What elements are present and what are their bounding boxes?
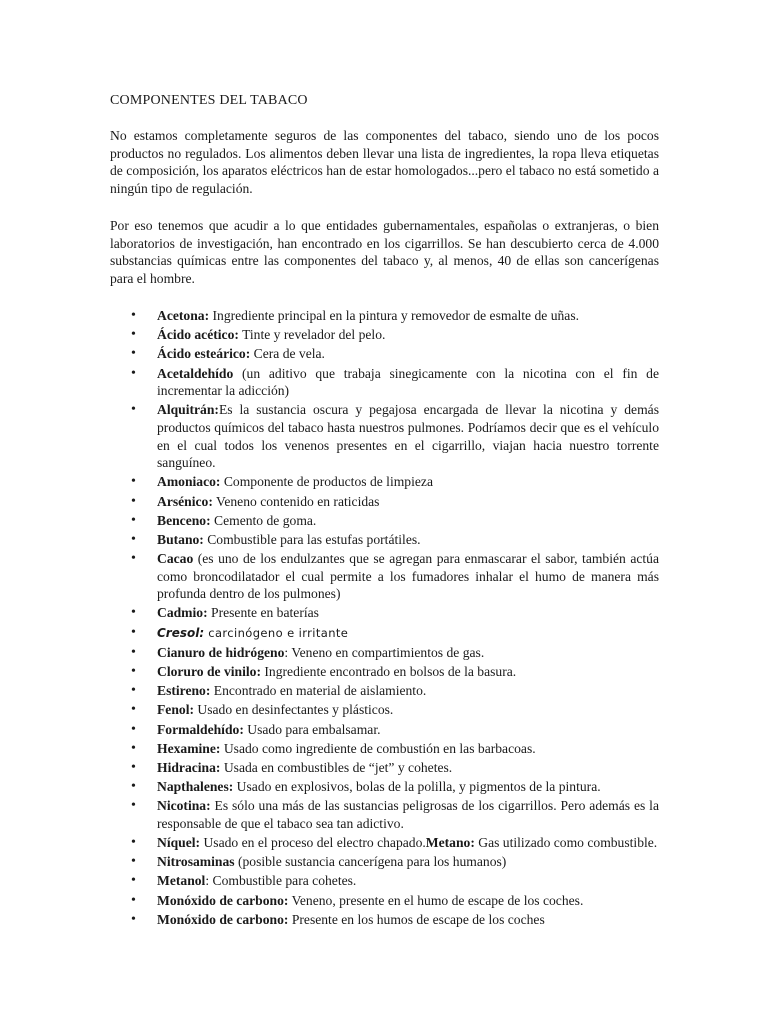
component-term: Cresol: bbox=[157, 625, 205, 640]
bullet-icon: • bbox=[131, 493, 136, 509]
component-description: Combustible para las estufas portátiles. bbox=[203, 531, 421, 547]
component-description: Veneno, presente en el humo de escape de los coches. bbox=[288, 892, 584, 908]
list-item bbox=[110, 911, 659, 929]
component-description: Ingrediente principal en la pintura y removedor de esmalte de uñas. bbox=[209, 308, 580, 323]
component-description: Cera de vela. bbox=[250, 346, 325, 362]
component-term: Alquitrán: bbox=[157, 402, 219, 418]
list-item bbox=[110, 834, 659, 852]
component-description: Es la sustancia oscura y pegajosa encargada de llevar la nicotina y demás productos químicos del tabaco hasta nuestros pulmones. Podríamos decir que es el vehículo en el cual todos los venenos presentes en el cigarrillo, viajan hacia nuestro torrente sanguíneo. bbox=[157, 402, 659, 471]
list-item bbox=[110, 682, 659, 700]
list-item bbox=[110, 493, 659, 511]
list-item bbox=[110, 892, 659, 910]
bullet-icon: • bbox=[131, 779, 136, 795]
component-term: Níquel: bbox=[157, 835, 201, 851]
component-description: Usado en explosivos, bolas de la polilla, y pigmentos de la pintura. bbox=[233, 779, 601, 795]
component-description: (posible sustancia cancerígena para los humanos) bbox=[234, 854, 507, 870]
component-description: Veneno contenido en raticidas bbox=[212, 493, 380, 509]
component-description: Usado en desinfectantes y plásticos. bbox=[194, 702, 394, 718]
component-term: Ácido esteárico: bbox=[157, 346, 251, 362]
list-item bbox=[110, 473, 659, 491]
component-term: Nitrosaminas bbox=[157, 854, 235, 870]
component-term: Acetona: bbox=[157, 308, 210, 323]
component-description: Tinte y revelador del pelo. bbox=[238, 327, 386, 343]
component-term: Cacao bbox=[157, 551, 194, 567]
component-description: Usado para embalsamar. bbox=[243, 721, 381, 737]
component-term: Formaldehído: bbox=[157, 721, 244, 737]
list-item bbox=[110, 701, 659, 719]
component-term: Ácido acético: bbox=[157, 327, 239, 343]
bullet-icon: • bbox=[131, 327, 136, 343]
bullet-icon: • bbox=[131, 664, 136, 679]
component-term: Acetaldehído bbox=[157, 365, 234, 381]
component-term: Monóxido de carbono: bbox=[157, 911, 289, 927]
list-item bbox=[110, 531, 659, 549]
list-item bbox=[110, 345, 659, 363]
list-item bbox=[110, 740, 659, 758]
bullet-icon: • bbox=[131, 474, 136, 490]
component-term: Arsénico: bbox=[157, 493, 213, 509]
component-term: Nicotina: bbox=[157, 798, 211, 814]
component-term: Napthalenes: bbox=[157, 779, 234, 795]
component-description: Encontrado en material de aislamiento. bbox=[210, 683, 427, 699]
second-paragraph: Por eso tenemos que acudir a lo que entidades gubernamentales, españolas o extranjeras, o bien laboratorios de investigación, han encontrado en los cigarrillos. Se han descubierto cerca de 4.000 substancias químicas entre las componentes del tabaco y, al menos, 40 de ellas son cancerígenas para el hombre. bbox=[110, 218, 659, 286]
component-description: (es uno de los endulzantes que se agregan para enmascarar el sabor, también actúa como broncodilatador el cual permite a los fumadores inhalar el humo de manera más profunda dentro de los pulmones) bbox=[157, 551, 659, 602]
component-term: Hexamine: bbox=[157, 740, 221, 756]
component-term: Metano: bbox=[425, 835, 475, 851]
bullet-icon: • bbox=[131, 759, 136, 775]
bullet-icon: • bbox=[131, 702, 136, 718]
list-item bbox=[110, 853, 659, 871]
component-description: Usado como ingrediente de combustión en las barbacoas. bbox=[220, 740, 536, 756]
bullet-icon: • bbox=[131, 892, 136, 908]
list-item bbox=[110, 326, 659, 344]
bullet-icon: • bbox=[131, 740, 136, 756]
list-item bbox=[110, 604, 659, 622]
list-item bbox=[110, 512, 659, 530]
component-term: Butano: bbox=[157, 531, 204, 547]
bullet-icon: • bbox=[131, 798, 136, 814]
component-term: Cianuro de hidrógeno bbox=[157, 644, 285, 660]
list-item bbox=[110, 624, 659, 643]
components-list bbox=[110, 307, 659, 930]
list-item bbox=[110, 401, 659, 471]
bullet-icon: • bbox=[131, 402, 136, 418]
list-item bbox=[110, 872, 659, 890]
document-title: COMPONENTES DEL TABACO bbox=[110, 93, 308, 108]
component-description: Ingrediente encontrado en bolsos de la basura. bbox=[260, 664, 517, 679]
bullet-icon: • bbox=[131, 512, 136, 528]
list-item bbox=[110, 307, 659, 325]
component-term: Benceno: bbox=[157, 512, 211, 528]
component-description: (un aditivo que trabaja sinegicamente con la nicotina con el fin de incrementar la adicción) bbox=[157, 365, 659, 399]
component-description: : Veneno en compartimientos de gas. bbox=[284, 644, 485, 660]
component-description: carcinógeno e irritante bbox=[204, 625, 349, 640]
bullet-icon: • bbox=[131, 346, 136, 362]
bullet-icon: • bbox=[131, 911, 136, 927]
component-term: Metanol bbox=[157, 873, 206, 889]
component-description: Presente en baterías bbox=[207, 605, 319, 621]
bullet-icon: • bbox=[131, 605, 136, 621]
list-item bbox=[110, 721, 659, 739]
bullet-icon: • bbox=[131, 644, 136, 660]
component-term: Cloruro de vinilo: bbox=[157, 664, 261, 679]
list-item bbox=[110, 550, 659, 603]
list-item bbox=[110, 797, 659, 832]
list-item bbox=[110, 365, 659, 400]
bullet-icon: • bbox=[131, 308, 136, 323]
component-term: Cadmio: bbox=[157, 605, 208, 621]
list-item bbox=[110, 778, 659, 796]
component-term: Amoniaco: bbox=[157, 474, 221, 490]
component-term: Fenol: bbox=[157, 702, 194, 718]
component-description: Es sólo una más de las sustancias peligrosas de los cigarrillos. Pero además es la responsable de que el tabaco sea tan adictivo. bbox=[157, 798, 659, 831]
component-term: Estireno: bbox=[157, 683, 211, 699]
component-description: Usado en el proceso del electro chapado. bbox=[200, 835, 426, 851]
bullet-icon: • bbox=[131, 854, 136, 870]
bullet-icon: • bbox=[131, 624, 136, 640]
component-description: Componente de productos de limpieza bbox=[220, 474, 433, 490]
list-item bbox=[110, 759, 659, 777]
bullet-icon: • bbox=[131, 873, 136, 889]
intro-paragraph: No estamos completamente seguros de las componentes del tabaco, siendo uno de los pocos productos no regulados. Los alimentos deben llevar una lista de ingredientes, la ropa lleva etiquetas de composición, los aparatos eléctricos han de estar homologados...pero el tabaco no está sometido a ningún tipo de regulación. bbox=[110, 128, 659, 196]
component-description: Presente en los humos de escape de los coches bbox=[288, 911, 545, 927]
bullet-icon: • bbox=[131, 721, 136, 737]
list-item bbox=[110, 644, 659, 662]
bullet-icon: • bbox=[131, 365, 136, 381]
bullet-icon: • bbox=[131, 531, 136, 547]
component-description: Gas utilizado como combustible. bbox=[474, 835, 658, 851]
component-term: Monóxido de carbono: bbox=[157, 892, 289, 908]
component-description: Cemento de goma. bbox=[210, 512, 317, 528]
bullet-icon: • bbox=[131, 835, 136, 851]
list-item bbox=[110, 663, 659, 681]
component-term: Hidracina: bbox=[157, 759, 221, 775]
component-description: Usada en combustibles de “jet” y cohetes. bbox=[220, 759, 453, 775]
bullet-icon: • bbox=[131, 683, 136, 699]
component-description: : Combustible para cohetes. bbox=[205, 873, 357, 889]
bullet-icon: • bbox=[131, 551, 136, 567]
